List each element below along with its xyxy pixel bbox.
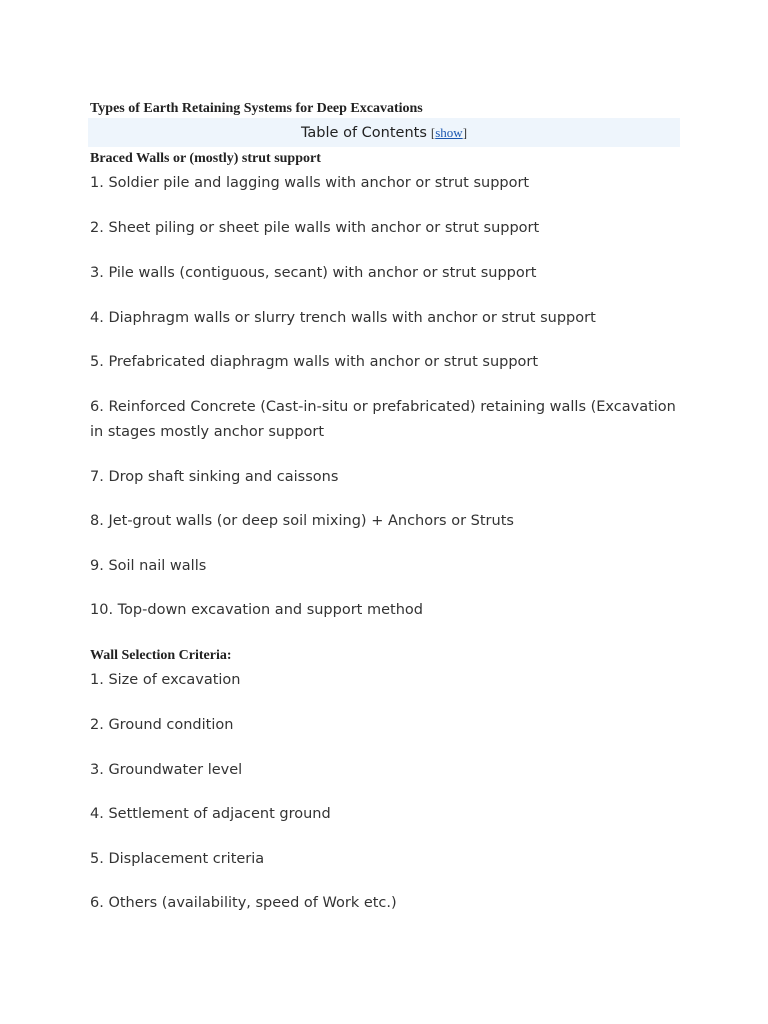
list-item: 7. Drop shaft sinking and caissons [90, 469, 339, 485]
list-item: 5. Prefabricated diaphragm walls with anchor or strut support [90, 354, 539, 370]
list-item: 9. Soil nail walls [90, 558, 207, 574]
section-heading-wall-selection: Wall Selection Criteria: [90, 648, 232, 663]
list-item: 10. Top-down excavation and support method [90, 602, 423, 618]
list-item: 5. Displacement criteria [90, 851, 265, 867]
list-item: 8. Jet-grout walls (or deep soil mixing) + Anchors or Struts [90, 513, 514, 529]
list-item: 2. Sheet piling or sheet pile walls with anchor or strut support [90, 220, 540, 236]
list-item: 1. Size of excavation [90, 672, 241, 688]
toc-title: Table of Contents [300, 125, 427, 141]
toc-show-link[interactable]: show [435, 125, 463, 140]
section-heading-braced-walls: Braced Walls or (mostly) strut support [90, 151, 321, 166]
list-item: 4. Settlement of adjacent ground [90, 806, 331, 822]
list-item: 1. Soldier pile and lagging walls with anchor or strut support [90, 175, 530, 191]
document-title: Types of Earth Retaining Systems for Deep Excavations [90, 101, 423, 116]
table-of-contents-bar [88, 118, 680, 147]
list-item: 2. Ground condition [90, 717, 234, 733]
list-item: 4. Diaphragm walls or slurry trench walls with anchor or strut support [90, 310, 596, 326]
toc-open-bracket: [ [430, 125, 436, 140]
toc-close-bracket: ] [462, 125, 468, 140]
list-item: 6. Reinforced Concrete (Cast-in-situ or prefabricated) retaining walls (Excavation in stages mostly anchor support [90, 399, 676, 440]
list-item: 6. Others (availability, speed of Work etc.) [90, 895, 397, 911]
list-item: 3. Groundwater level [90, 762, 243, 778]
list-item: 3. Pile walls (contiguous, secant) with anchor or strut support [90, 265, 537, 281]
